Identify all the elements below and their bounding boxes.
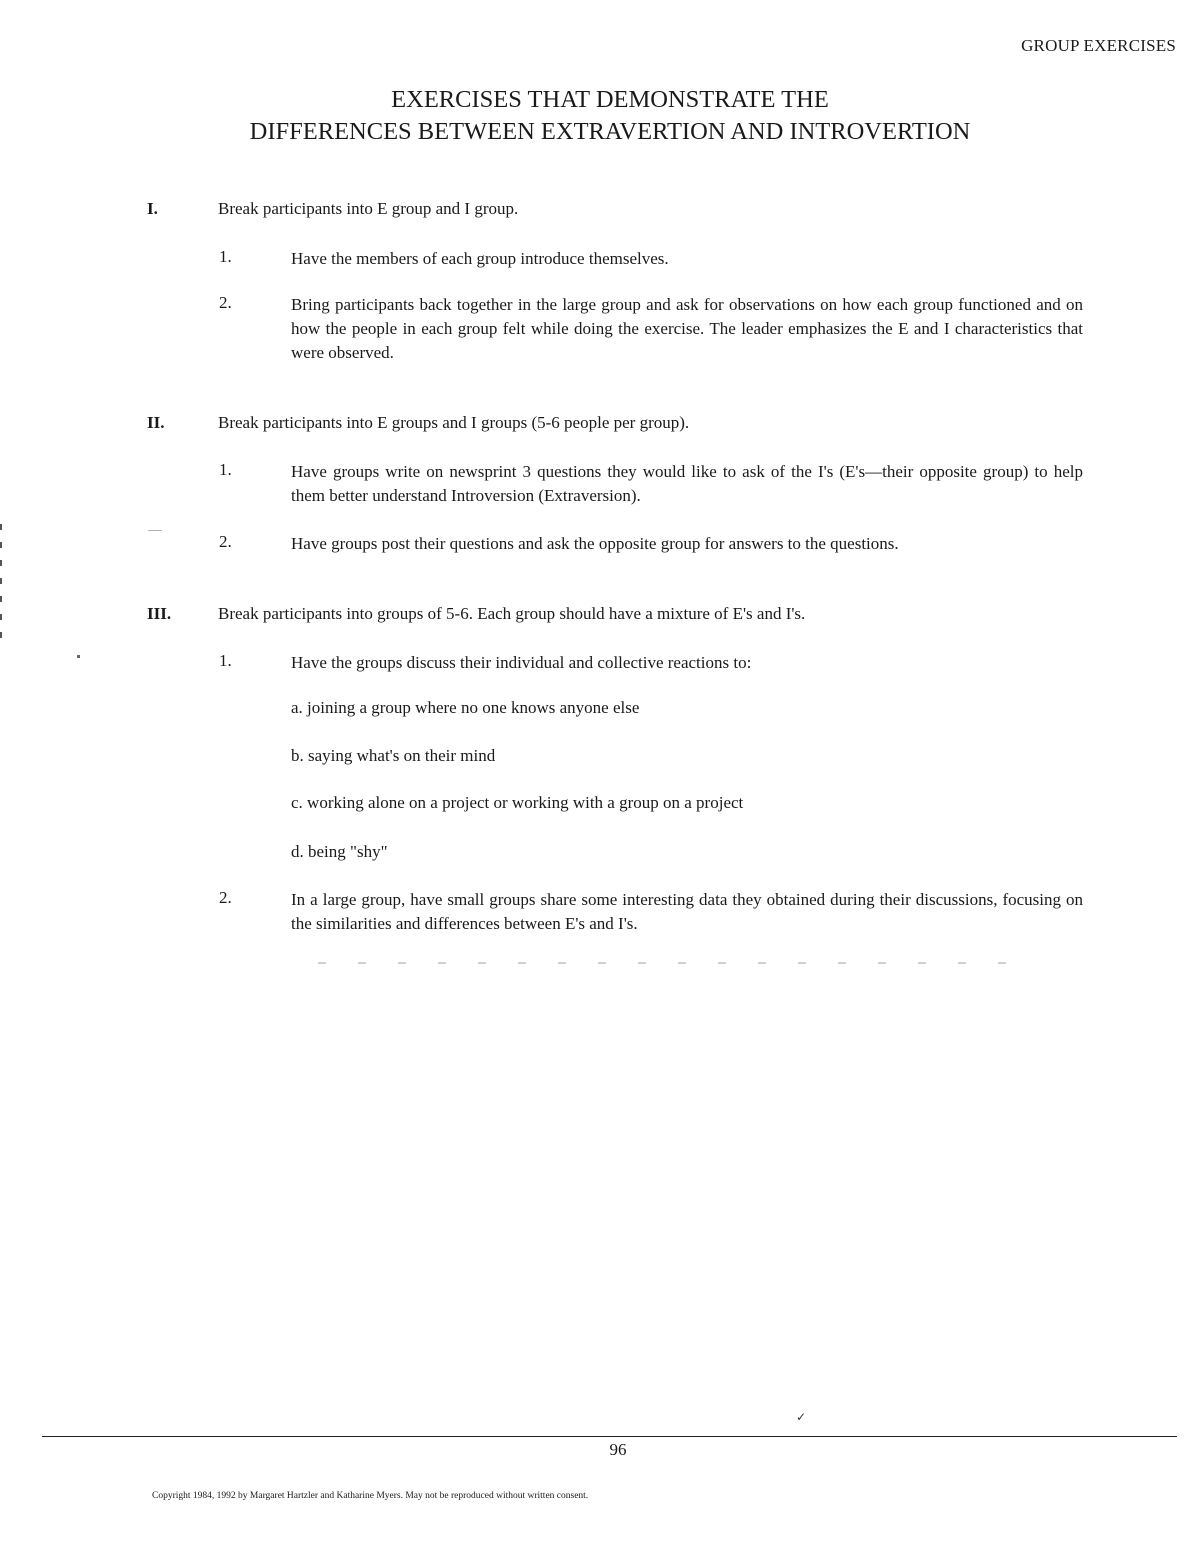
section-label-3: III. xyxy=(147,604,172,623)
section-text-3: Break participants into groups of 5-6. Each group should have a mixture of E's and I's. xyxy=(218,604,806,623)
item-number: 2. xyxy=(219,888,232,907)
sub-item: d. being "shy" xyxy=(291,842,388,861)
title-line-2: DIFFERENCES BETWEEN EXTRAVERTION AND INTROVERTION xyxy=(249,118,971,145)
scan-artifact-edge xyxy=(0,524,2,644)
scan-speck xyxy=(148,530,162,531)
item-text: In a large group, have small groups share some interesting data they obtained during their discussions, focusing on the similarities and differences between E's and I's. xyxy=(291,890,1083,933)
sub-item: b. saying what's on their mind xyxy=(291,746,496,765)
item-text: Have the groups discuss their individual and collective reactions to: xyxy=(291,653,752,672)
item-text: Have groups write on newsprint 3 questions they would like to ask of the I's (E's—their opposite group) to help them better understand Introversion (Extraversion). xyxy=(291,462,1083,505)
scan-speck xyxy=(77,655,80,658)
item-number: 2. xyxy=(219,293,232,312)
sub-item: a. joining a group where no one knows anyone else xyxy=(291,698,640,717)
footer-rule xyxy=(42,1436,1177,1437)
item-text: Bring participants back together in the large group and ask for observations on how each group functioned and on how the people in each group felt while doing the exercise. The leader emphasizes the E and I characteristics that were observed. xyxy=(291,295,1083,362)
item-text: Have groups post their questions and ask the opposite group for answers to the questions. xyxy=(291,534,899,553)
section-label-2: II. xyxy=(147,413,165,432)
page-number: 96 xyxy=(609,1440,627,1459)
running-head: GROUP EXERCISES xyxy=(1021,36,1176,55)
page-title xyxy=(0,84,1200,148)
item-number: 1. xyxy=(219,247,232,266)
item-number: 1. xyxy=(219,460,232,479)
title-line-1: EXERCISES THAT DEMONSTRATE THE xyxy=(391,86,829,113)
section-label-1: I. xyxy=(147,199,158,218)
section-text-1: Break participants into E group and I group. xyxy=(218,199,519,218)
item-text: Have the members of each group introduce themselves. xyxy=(291,249,669,268)
scan-artifact-dashes xyxy=(318,962,1018,964)
section-text-2: Break participants into E groups and I groups (5-6 people per group). xyxy=(218,413,690,432)
item-number: 2. xyxy=(219,532,232,551)
item-number: 1. xyxy=(219,651,232,670)
check-mark-icon: ✓ xyxy=(796,1410,807,1424)
sub-item: c. working alone on a project or working with a group on a project xyxy=(291,793,744,812)
copyright-notice: Copyright 1984, 1992 by Margaret Hartzler and Katharine Myers. May not be reproduced without written consent. xyxy=(152,1491,589,1501)
